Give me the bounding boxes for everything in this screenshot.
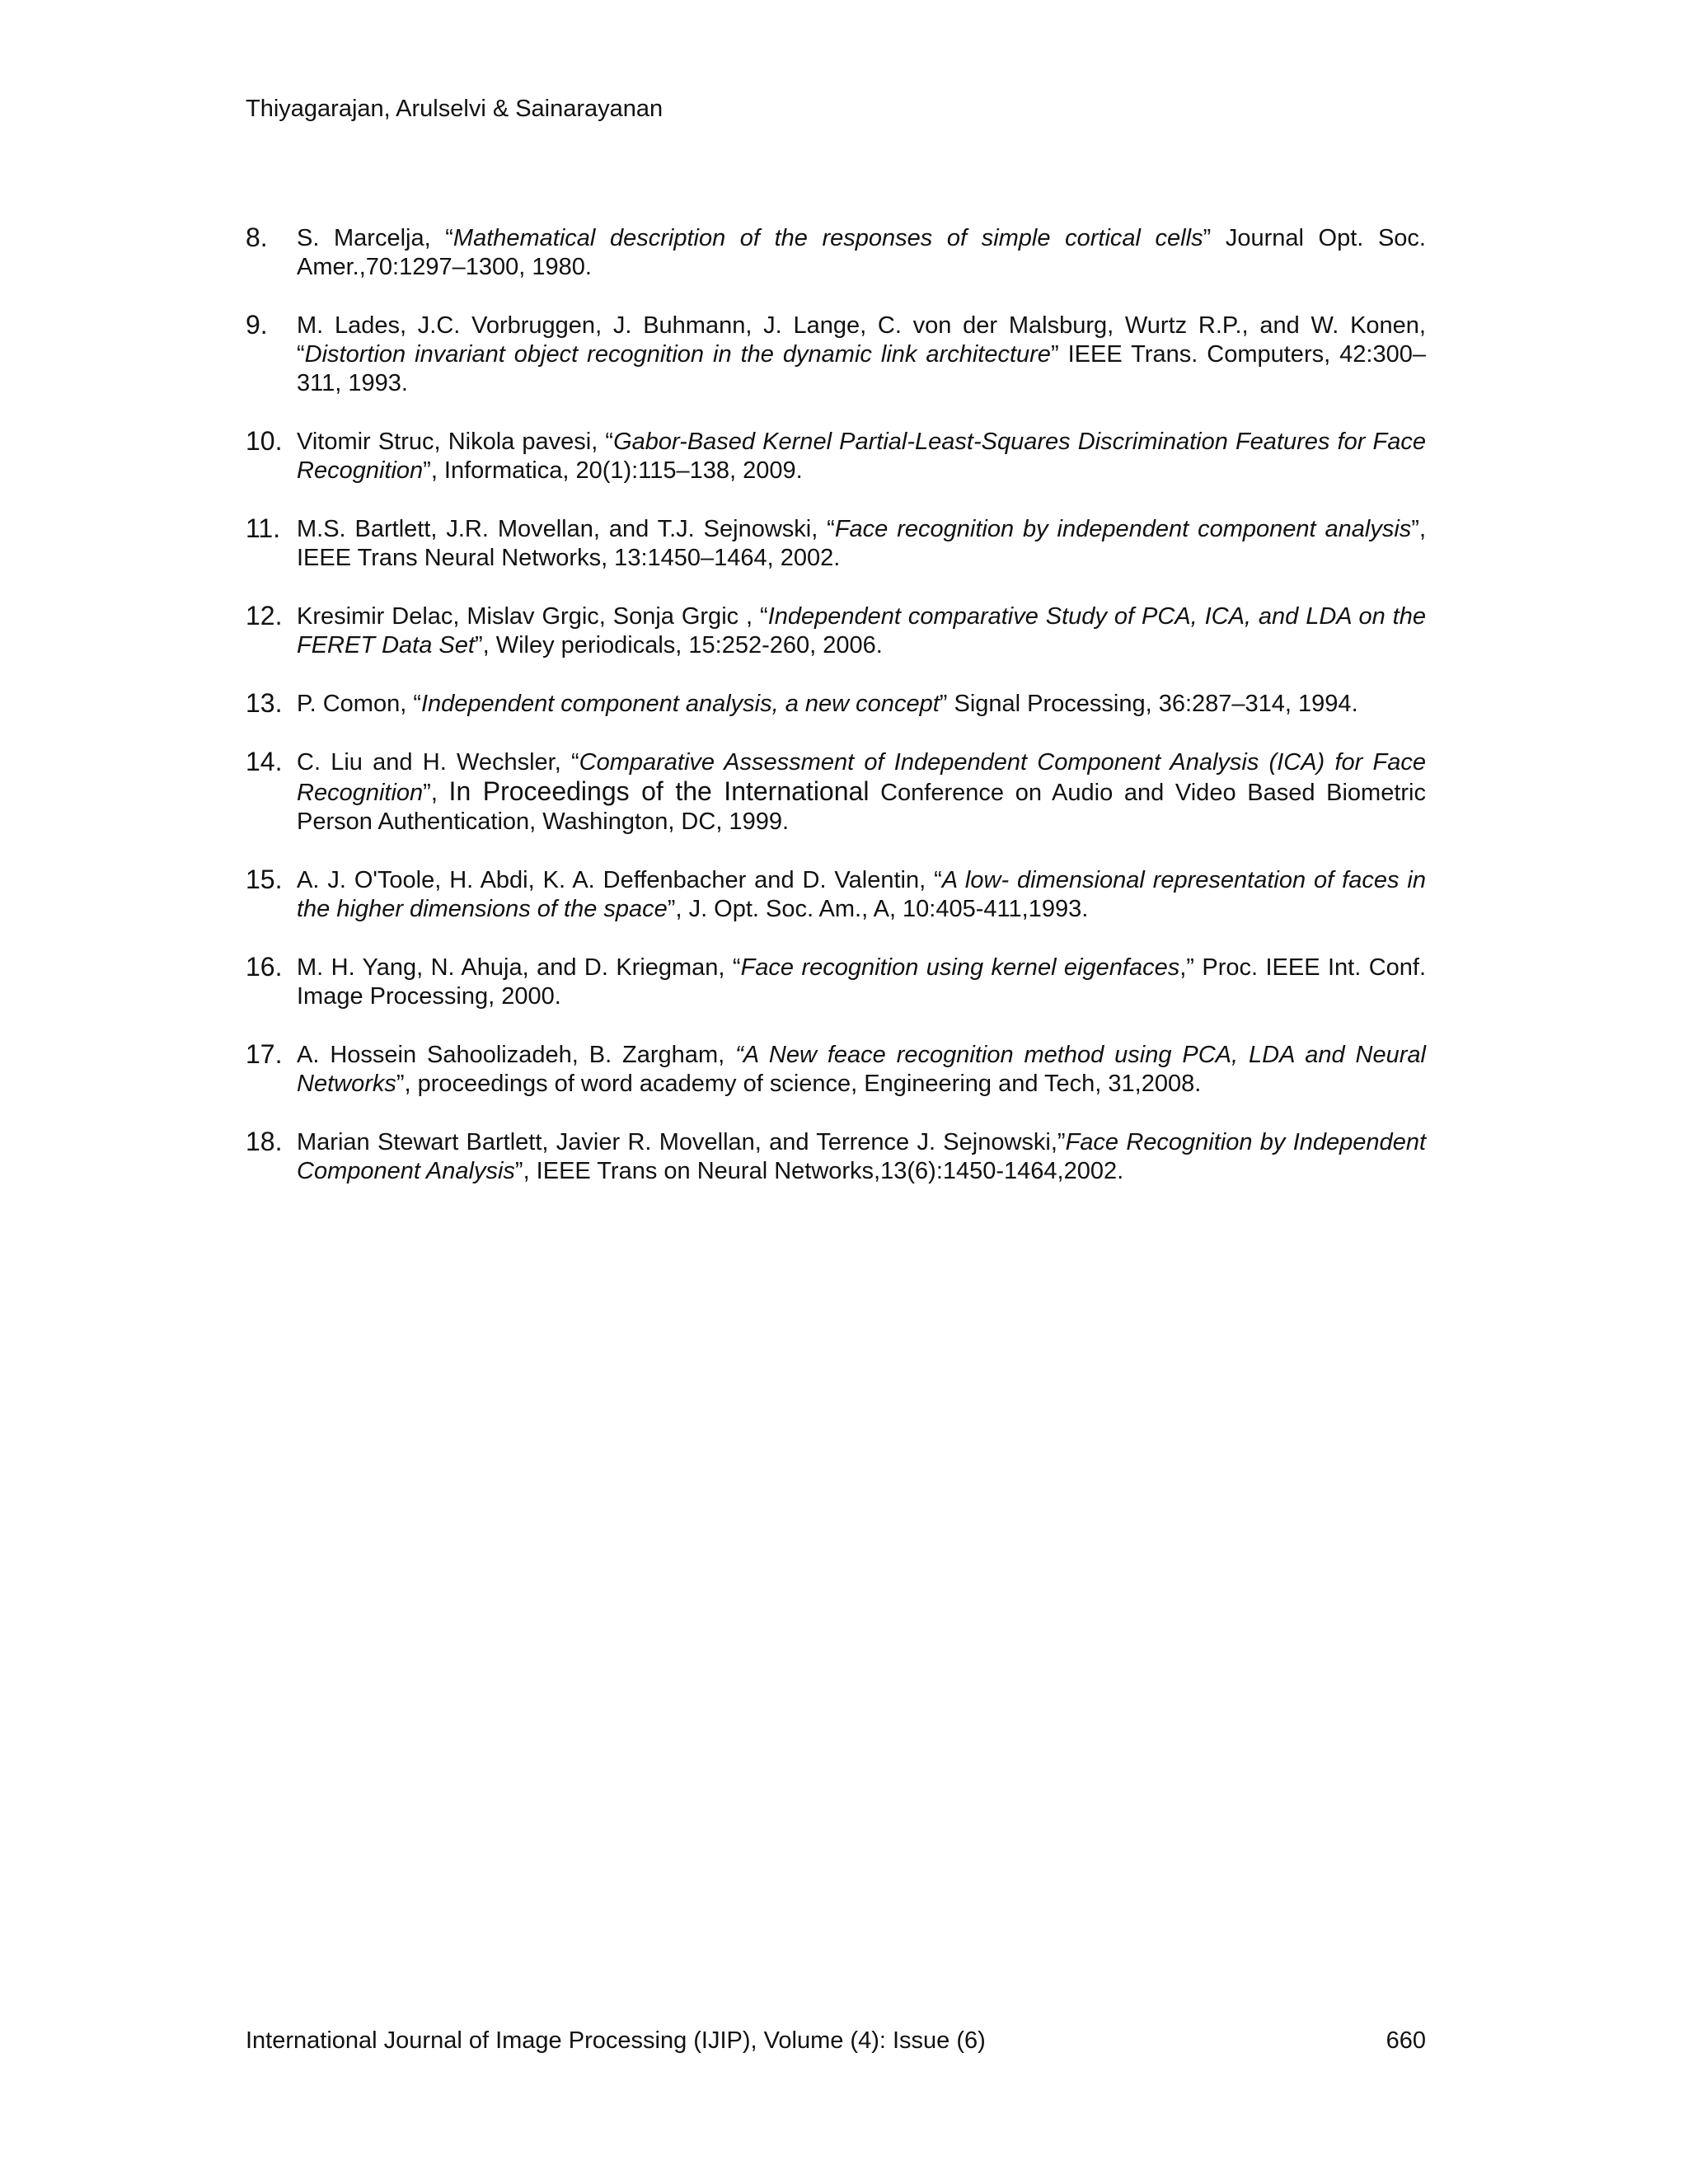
page-number: 660 <box>1386 2027 1426 2054</box>
reference-item <box>246 866 1426 924</box>
reference-number: 16. <box>246 952 283 982</box>
reference-venue: In Proceedings of the International <box>448 776 870 806</box>
reference-title: Gabor-Based Kernel Partial-Least-Squares Discrimination Features for Face Recognition <box>297 429 1426 484</box>
reference-item <box>246 1041 1426 1099</box>
reference-title: Face recognition by independent component analysis <box>834 516 1412 542</box>
reference-source: ”, IEEE Trans on Neural Networks,13(6):1450-1464,2002. <box>514 1158 1124 1184</box>
reference-item <box>246 954 1426 1011</box>
reference-title: Distortion invariant object recognition in the dynamic link architecture <box>304 341 1051 368</box>
reference-number: 11. <box>246 513 281 543</box>
reference-source: ”, Informatica, 20(1):115–138, 2009. <box>423 457 803 484</box>
reference-source: ”, <box>423 780 449 806</box>
footer-journal: International Journal of Image Processing (IJIP), Volume (4): Issue (6) <box>246 2027 986 2054</box>
reference-source: ” Signal Processing, 36:287–314, 1994. <box>939 691 1358 717</box>
reference-title: Face Recognition by Independent Component Analysis <box>297 1129 1427 1184</box>
reference-item <box>246 515 1426 573</box>
running-footer <box>246 2026 1426 2055</box>
reference-item <box>246 748 1426 837</box>
reference-number: 15. <box>246 865 283 894</box>
reference-title: Independent comparative Study of PCA, ICA, and LDA on the FERET Data Set <box>297 603 1426 658</box>
reference-number: 17. <box>246 1039 283 1069</box>
reference-title: Independent component analysis, a new concept <box>420 691 940 717</box>
reference-source: ”, J. Opt. Soc. Am., A, 10:405-411,1993. <box>667 896 1089 922</box>
reference-authors: A. Hossein Sahoolizadeh, B. Zargham, <box>297 1042 736 1068</box>
reference-number: 12. <box>246 601 283 630</box>
reference-item <box>246 312 1426 398</box>
reference-authors: C. Liu and H. Wechsler, “ <box>297 749 579 776</box>
reference-number: 13. <box>246 688 283 718</box>
reference-source: ”, IEEE Trans Neural Networks, 13:1450–1464, 2002. <box>297 516 1426 571</box>
reference-title: Face recognition using kernel eigenfaces <box>740 954 1180 981</box>
reference-title: “A New feace recognition method using PCA, LDA and Neural Networks <box>297 1042 1426 1097</box>
reference-authors: S. Marcelja, “ <box>297 225 453 251</box>
reference-authors: M.S. Bartlett, J.R. Movellan, and T.J. Sejnowski, “ <box>297 516 835 542</box>
reference-venue-rest: Conference on Audio and Video Based Biometric Person Authentication, Washington, DC, 1999. <box>297 780 1426 835</box>
reference-item <box>246 224 1426 282</box>
reference-number: 8. <box>246 223 268 252</box>
reference-source: ”, Wiley periodicals, 15:252-260, 2006. <box>474 632 883 658</box>
reference-item <box>246 1128 1426 1186</box>
reference-authors: Kresimir Delac, Mislav Grgic, Sonja Grgic , “ <box>297 603 768 630</box>
reference-authors: M. H. Yang, N. Ahuja, and D. Kriegman, “ <box>297 954 741 981</box>
reference-number: 10. <box>246 426 283 456</box>
reference-authors: P. Comon, “ <box>297 691 421 717</box>
running-header: Thiyagarajan, Arulselvi & Sainarayanan <box>246 96 663 122</box>
reference-number: 9. <box>246 310 268 340</box>
reference-title: Comparative Assessment of Independent Component Analysis (ICA) for Face Recognition <box>297 749 1426 806</box>
reference-source: ”, proceedings of word academy of science, Engineering and Tech, 31,2008. <box>396 1071 1202 1097</box>
reference-source: ” IEEE Trans. Computers, 42:300–311, 1993. <box>297 341 1426 396</box>
reference-title: A low- dimensional representation of faces in the higher dimensions of the space <box>297 867 1426 922</box>
reference-item <box>246 602 1426 660</box>
reference-authors: A. J. O'Toole, H. Abdi, K. A. Deffenbacher and D. Valentin, “ <box>297 867 942 893</box>
reference-source: ,” Proc. IEEE Int. Conf. Image Processing, 2000. <box>297 954 1427 1010</box>
reference-authors: M. Lades, J.C. Vorbruggen, J. Buhmann, J. Lange, C. von der Malsburg, Wurtz R.P., and W. Konen, “ <box>297 312 1426 368</box>
reference-source: ” Journal Opt. Soc. Amer.,70:1297–1300, 1980. <box>297 225 1426 280</box>
reference-item <box>246 690 1426 719</box>
reference-list <box>246 224 1426 1216</box>
reference-number: 14. <box>246 747 283 776</box>
reference-number: 18. <box>246 1127 283 1156</box>
reference-authors: Marian Stewart Bartlett, Javier R. Movellan, and Terrence J. Sejnowski,” <box>297 1129 1066 1155</box>
reference-item <box>246 428 1426 485</box>
reference-authors: Vitomir Struc, Nikola pavesi, “ <box>297 429 614 455</box>
reference-title: Mathematical description of the responses of simple cortical cells <box>452 225 1203 251</box>
